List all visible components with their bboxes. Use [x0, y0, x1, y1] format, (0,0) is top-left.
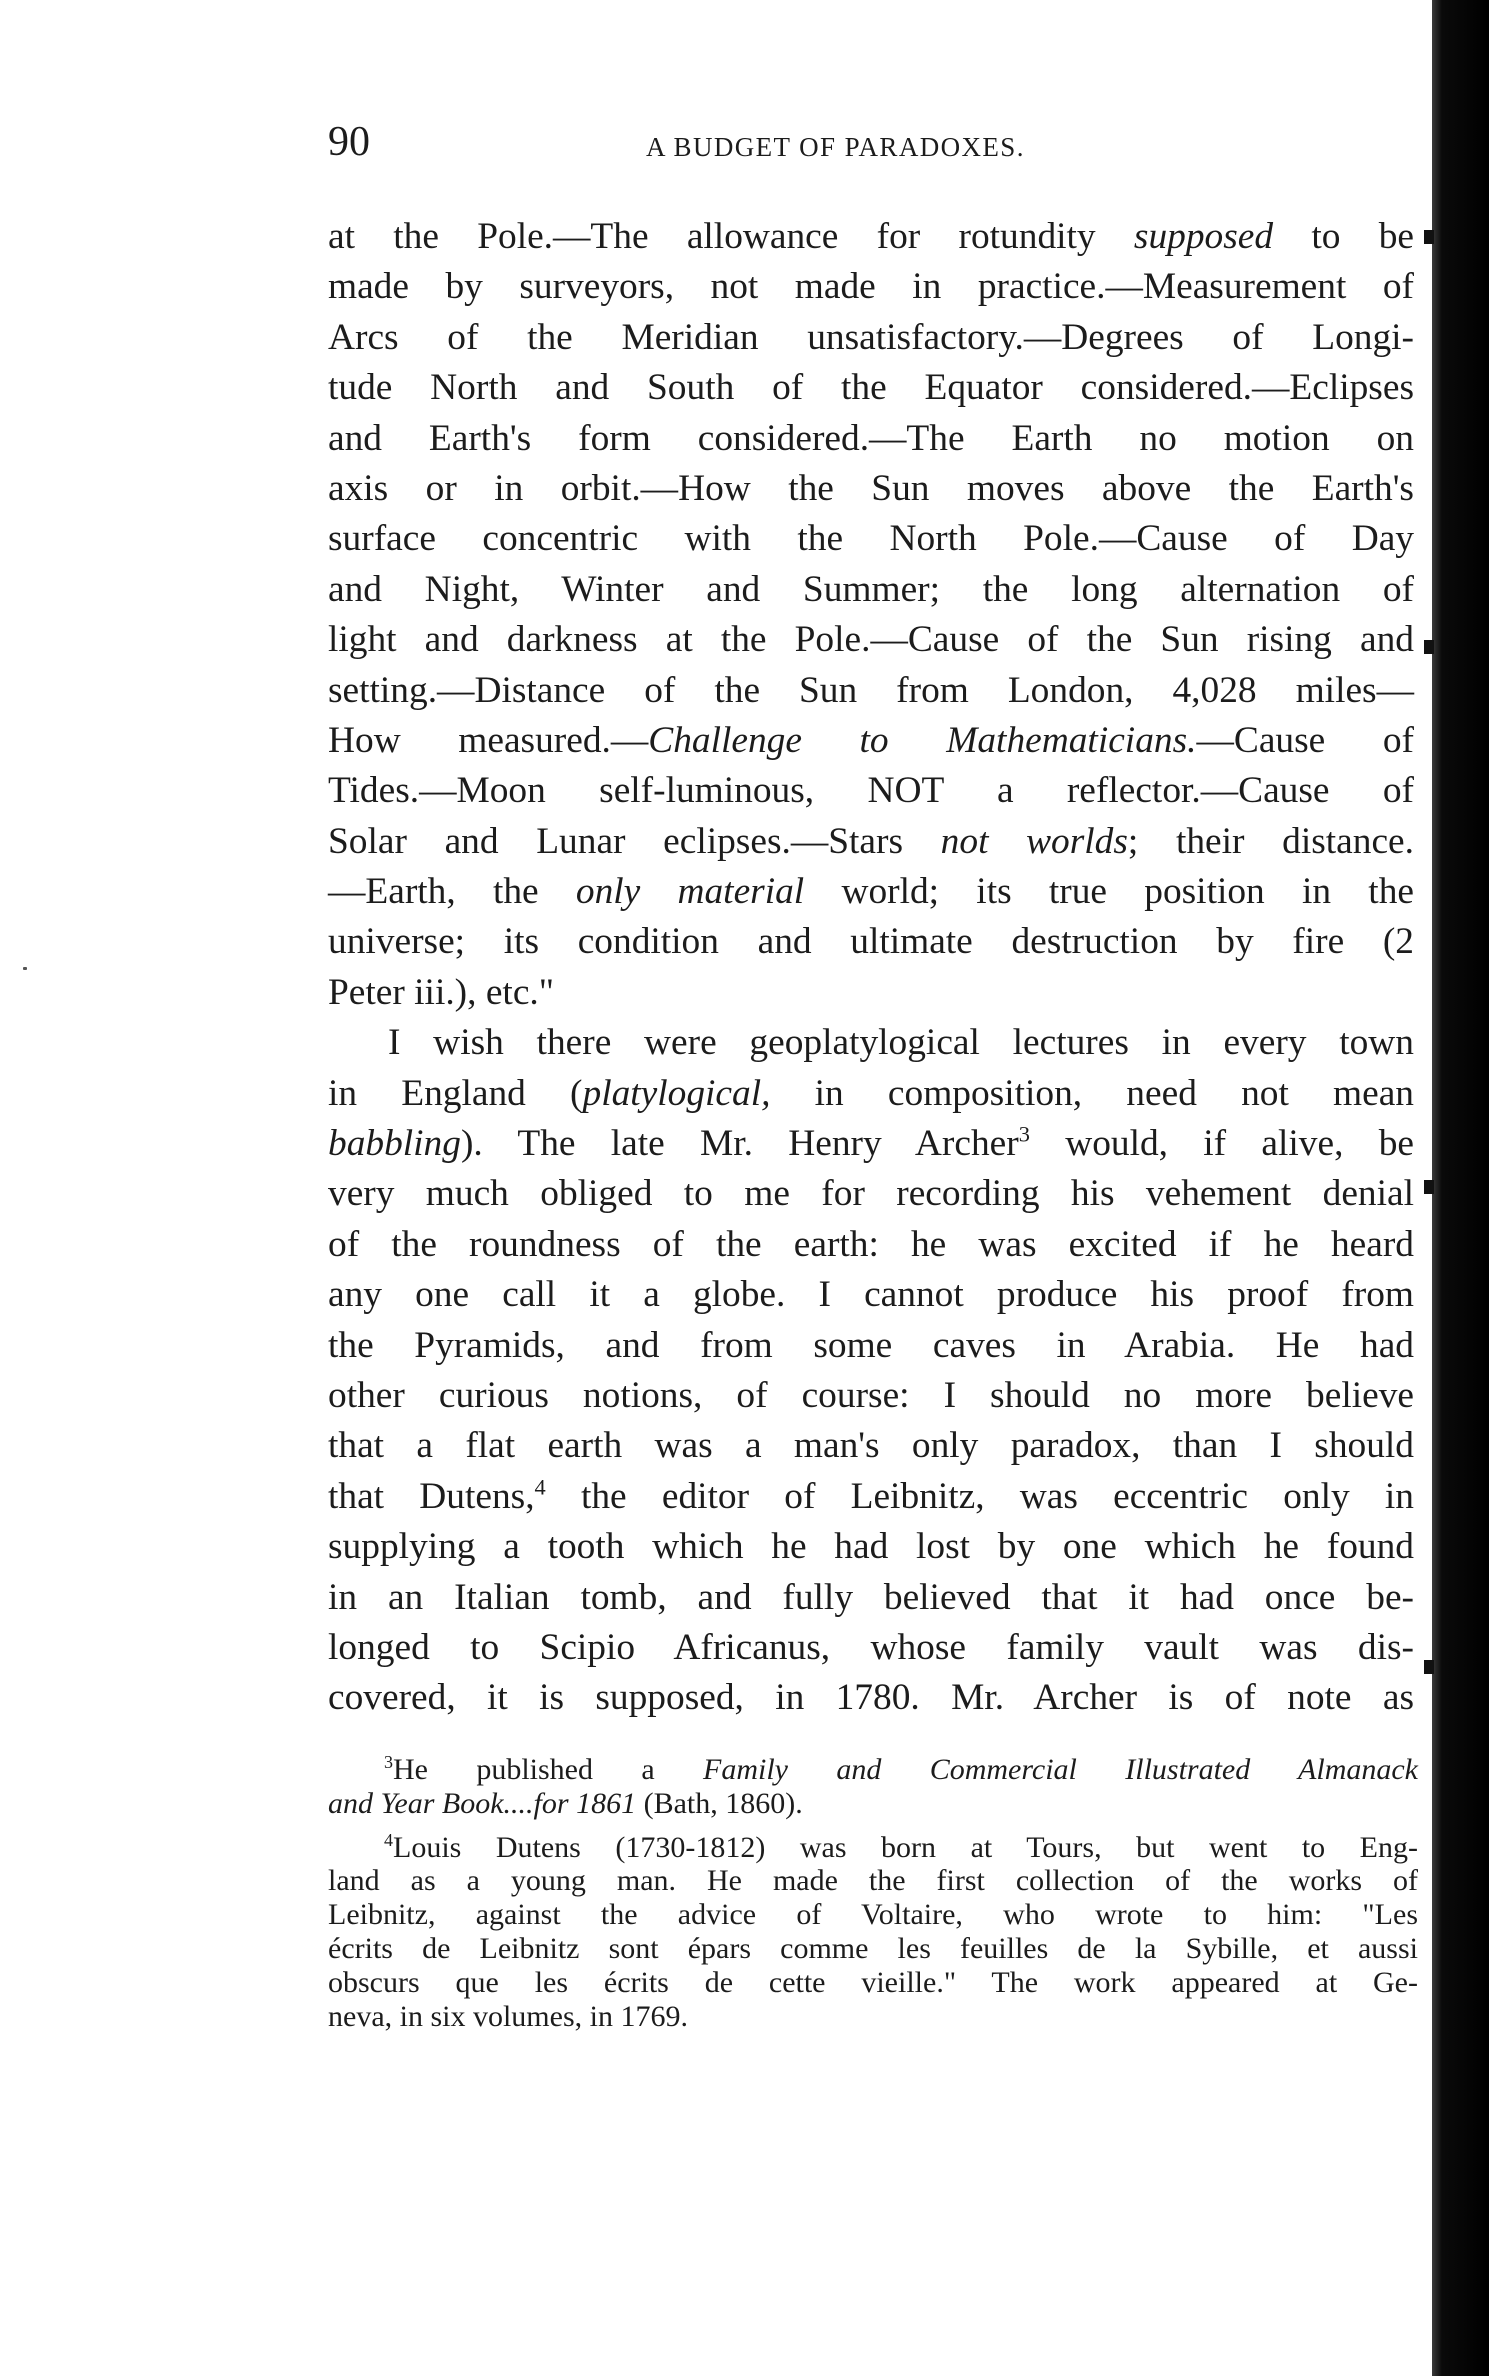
- text-line: light and darkness at the Pole.—Cause of the Sun rising and: [328, 619, 1414, 661]
- text-line: surface concentric with the North Pole.—Cause of Day: [328, 518, 1414, 560]
- text-line: at the Pole.—The allowance for rotundity supposed to be: [328, 216, 1414, 257]
- footnote-line: land as a young man. He made the first collection of the works of: [328, 1864, 1418, 1898]
- text-line: in England (platylogical, in composition, need not mean: [328, 1072, 1414, 1114]
- footnote-4: $^4$Louis Dutens (1730-1812) was born at Tours, but went to Eng-: [384, 1829, 1418, 1864]
- footnotes: [328, 1753, 1418, 2033]
- text-line: very much obliged to me for recording his vehement denial: [328, 1173, 1414, 1215]
- text-line: any one call it a globe. I cannot produce his proof from: [328, 1274, 1414, 1316]
- footnote-3: $^3$He published a Family and Commercial Illustrated Almanack: [384, 1752, 1418, 1786]
- paragraph-first-line: I wish there were geoplatylogical lectures in every town: [388, 1022, 1414, 1064]
- text-line: universe; its condition and ultimate destruction by fire (2: [328, 921, 1414, 963]
- text-line: covered, it is supposed, in 1780. Mr. Archer is of note as: [328, 1677, 1414, 1719]
- text-line: and Night, Winter and Summer; the long alternation of: [328, 568, 1414, 610]
- text-line: Arcs of the Meridian unsatisfactory.—Degrees of Longi-: [328, 316, 1414, 358]
- text-line: and Earth's form considered.—The Earth no motion on: [328, 417, 1414, 459]
- body-text: [328, 212, 1414, 1724]
- text-line: Peter iii.), etc.": [328, 971, 555, 1013]
- page-header: [328, 118, 1418, 178]
- footnote-line: obscurs que les écrits de cette vieille." The work appeared at Ge-: [328, 1965, 1418, 1999]
- scan-speck: [23, 967, 27, 970]
- page-number: 90: [328, 119, 370, 165]
- text-line: tude North and South of the Equator considered.—Eclipses: [328, 367, 1414, 409]
- text-line: made by surveyors, not made in practice.—Measurement of: [328, 266, 1414, 308]
- text-line: the Pyramids, and from some caves in Arabia. He had: [328, 1324, 1414, 1366]
- text-line: supplying a tooth which he had lost by one which he found: [328, 1526, 1414, 1568]
- edge-nick: [1424, 230, 1434, 244]
- text-line: of the roundness of the earth: he was excited if he heard: [328, 1223, 1414, 1265]
- footnote-marker: 3: [384, 1752, 393, 1772]
- footnote-line: and Year Book....for 1861 (Bath, 1860).: [328, 1786, 803, 1820]
- footnote-line: neva, in six volumes, in 1769.: [328, 1999, 688, 2033]
- text-line: —Earth, the only material world; its true position in the: [328, 871, 1414, 913]
- text-line: Tides.—Moon self-luminous, NOT a reflector.—Cause of: [328, 770, 1414, 812]
- text-line: babbling). The late Mr. Henry Archer$^3$ would, if alive, be: [328, 1121, 1414, 1165]
- running-head: A BUDGET OF PARADOXES.: [646, 132, 1025, 162]
- text-line: axis or in orbit.—How the Sun moves above the Earth's: [328, 467, 1414, 509]
- footnote-line: écrits de Leibnitz sont épars comme les feuilles de la Sybille, et aussi: [328, 1931, 1418, 1965]
- text-line: setting.—Distance of the Sun from London, 4,028 miles—: [328, 669, 1414, 711]
- text-line: in an Italian tomb, and fully believed that it had once be-: [328, 1576, 1414, 1618]
- footnote-ref-3: 3: [1018, 1121, 1030, 1147]
- text-line: longed to Scipio Africanus, whose family vault was dis-: [328, 1626, 1414, 1668]
- footnote-ref-4: 4: [534, 1474, 546, 1500]
- edge-nick: [1424, 1660, 1434, 1674]
- text-line: that Dutens,$^4$ the editor of Leibnitz, was eccentric only in: [328, 1474, 1414, 1517]
- text-line: that a flat earth was a man's only paradox, than I should: [328, 1425, 1414, 1467]
- footnote-line: Leibnitz, against the advice of Voltaire, who wrote to him: "Les: [328, 1898, 1418, 1932]
- text-line: Solar and Lunar eclipses.—Stars not worlds; their distance.: [328, 820, 1414, 862]
- edge-nick: [1424, 640, 1434, 654]
- edge-nick: [1424, 1180, 1434, 1194]
- text-line: other curious notions, of course: I should no more believe: [328, 1374, 1414, 1416]
- text-line: How measured.—Challenge to Mathematicians.—Cause of: [328, 719, 1414, 761]
- page-edge-shadow: [1432, 0, 1489, 2376]
- footnote-marker: 4: [384, 1829, 393, 1850]
